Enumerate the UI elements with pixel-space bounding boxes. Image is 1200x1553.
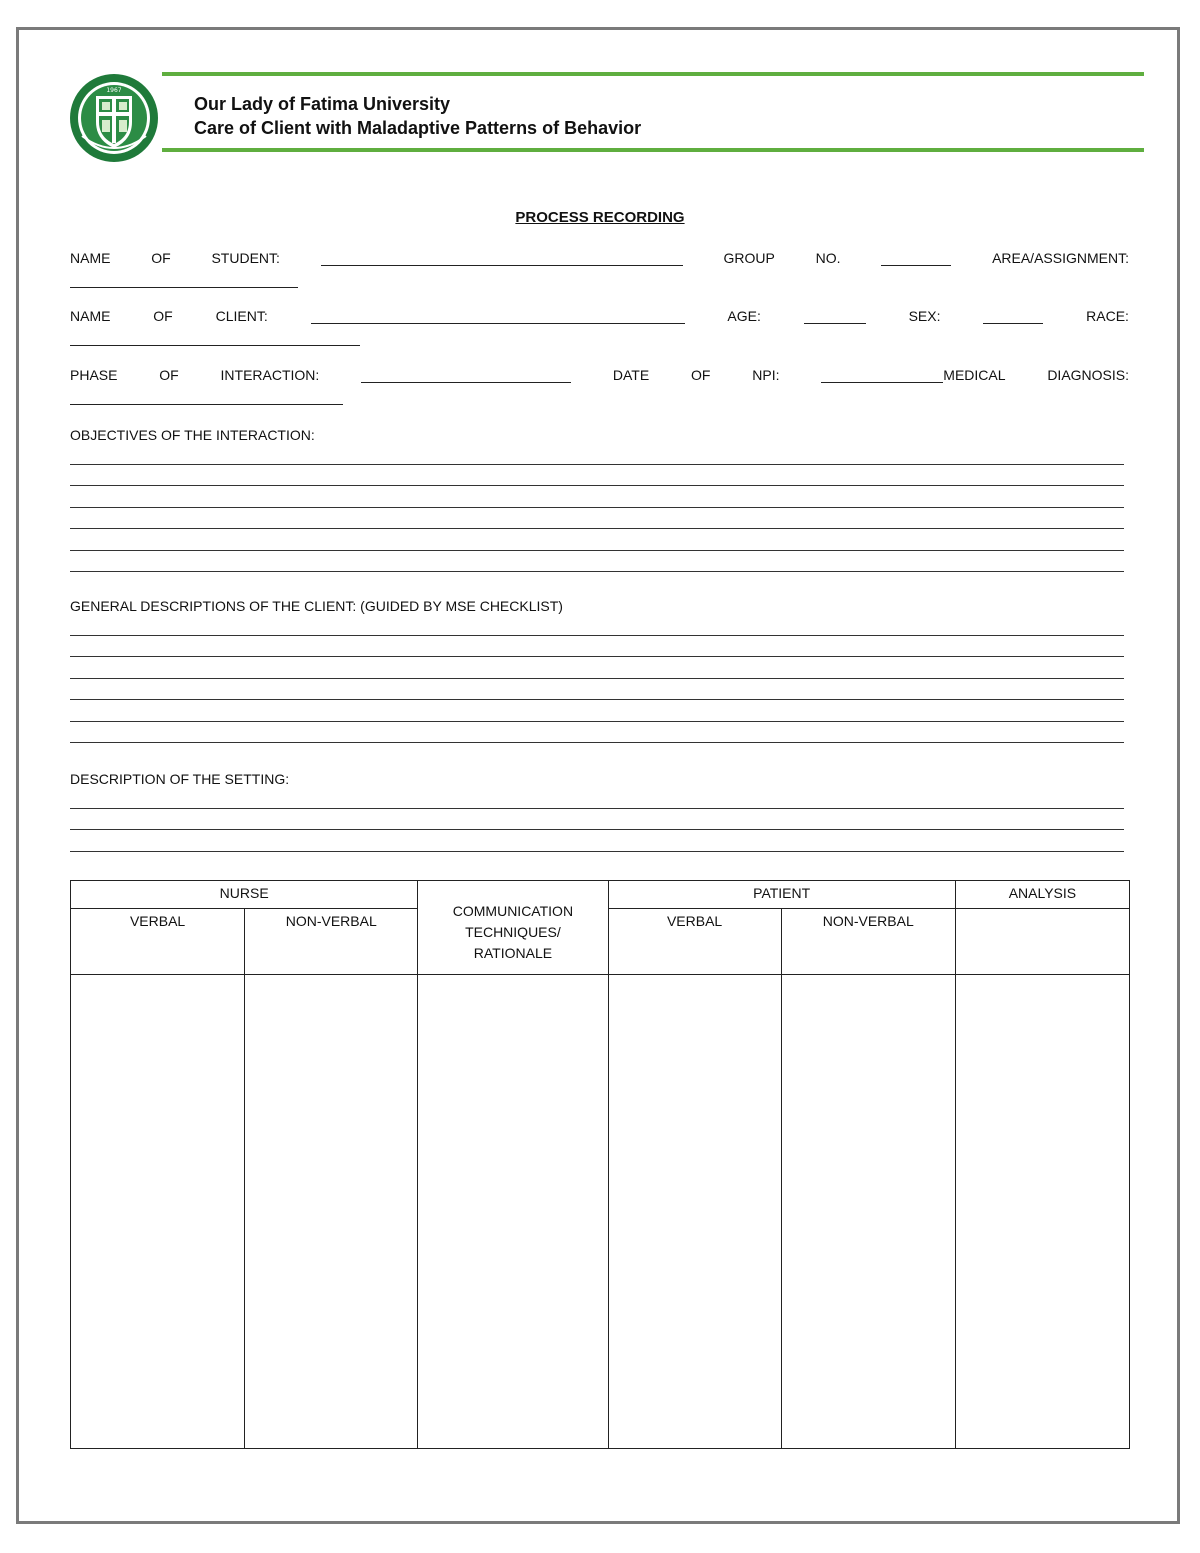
analysis-header: ANALYSIS	[955, 881, 1129, 909]
label-of: OF	[691, 367, 711, 383]
objectives-label: OBJECTIVES OF THE INTERACTION:	[70, 427, 315, 443]
label-of: OF	[153, 308, 173, 324]
label-name: NAME	[70, 250, 111, 266]
label-medical: MEDICAL	[943, 367, 1006, 383]
nurse-verbal-cell[interactable]	[71, 975, 245, 1449]
course-title: Care of Client with Maladaptive Patterns of Behavior	[194, 118, 642, 138]
header-top-rule	[162, 72, 1144, 76]
label-race: RACE:	[1086, 308, 1129, 324]
patient-nonverbal-cell[interactable]	[781, 975, 955, 1449]
client-info-row	[70, 308, 1129, 324]
npi-date-blank[interactable]	[821, 368, 943, 383]
label-area-assignment: AREA/ASSIGNMENT:	[992, 250, 1129, 266]
student-name-blank[interactable]	[321, 251, 683, 266]
university-name: Our Lady of Fatima University	[194, 94, 451, 114]
patient-header: PATIENT	[608, 881, 955, 909]
student-info-row	[70, 250, 1129, 266]
phase-blank[interactable]	[361, 368, 571, 383]
comm-line-2: TECHNIQUES/	[465, 924, 561, 940]
objectives-lines[interactable]	[70, 443, 1124, 572]
label-of: OF	[151, 250, 171, 266]
communication-techniques-header	[418, 881, 608, 975]
comm-line-1: COMMUNICATION	[452, 903, 574, 919]
communication-techniques-cell[interactable]	[418, 975, 608, 1449]
label-interaction: INTERACTION:	[220, 367, 320, 383]
header-titles	[194, 92, 641, 140]
patient-nonverbal-header: NON-VERBAL	[781, 909, 955, 975]
general-description-lines[interactable]	[70, 614, 1124, 743]
analysis-subheader-cell	[955, 909, 1129, 975]
label-phase: PHASE	[70, 367, 118, 383]
nurse-verbal-header: VERBAL	[71, 909, 245, 975]
nurse-header: NURSE	[71, 881, 418, 909]
process-recording-table	[70, 880, 1130, 1449]
label-group: GROUP	[723, 250, 775, 266]
general-description-label: GENERAL DESCRIPTIONS OF THE CLIENT: (GUIDED BY MSE CHECKLIST)	[70, 598, 563, 614]
nurse-nonverbal-header: NON-VERBAL	[245, 909, 418, 975]
label-npi: NPI:	[752, 367, 780, 383]
interaction-info-row	[70, 367, 1129, 383]
label-name: NAME	[70, 308, 111, 324]
label-date: DATE	[612, 367, 650, 383]
patient-verbal-cell[interactable]	[608, 975, 781, 1449]
client-name-blank[interactable]	[311, 309, 685, 324]
label-student: STUDENT:	[211, 250, 280, 266]
label-sex: SEX:	[908, 308, 941, 324]
area-assignment-blank[interactable]	[70, 286, 298, 288]
age-blank[interactable]	[804, 309, 866, 324]
npi-medical-group	[821, 367, 1005, 383]
university-seal-logo	[68, 72, 160, 164]
diagnosis-blank[interactable]	[70, 403, 343, 405]
label-client: CLIENT:	[215, 308, 268, 324]
label-no: NO.	[815, 250, 841, 266]
form-title: PROCESS RECORDING	[515, 209, 685, 226]
header-bottom-rule	[162, 148, 1144, 152]
logo-year: 1967	[106, 87, 122, 94]
setting-lines[interactable]	[70, 787, 1124, 852]
label-diagnosis: DIAGNOSIS:	[1047, 367, 1129, 383]
label-age: AGE:	[727, 308, 761, 324]
setting-label: DESCRIPTION OF THE SETTING:	[70, 771, 290, 787]
comm-line-3: RATIONALE	[473, 945, 553, 961]
group-number-blank[interactable]	[881, 251, 951, 266]
label-of: OF	[159, 367, 179, 383]
patient-verbal-header: VERBAL	[608, 909, 781, 975]
race-blank[interactable]	[70, 344, 360, 346]
analysis-cell[interactable]	[955, 975, 1129, 1449]
sex-blank[interactable]	[983, 309, 1043, 324]
nurse-nonverbal-cell[interactable]	[245, 975, 418, 1449]
